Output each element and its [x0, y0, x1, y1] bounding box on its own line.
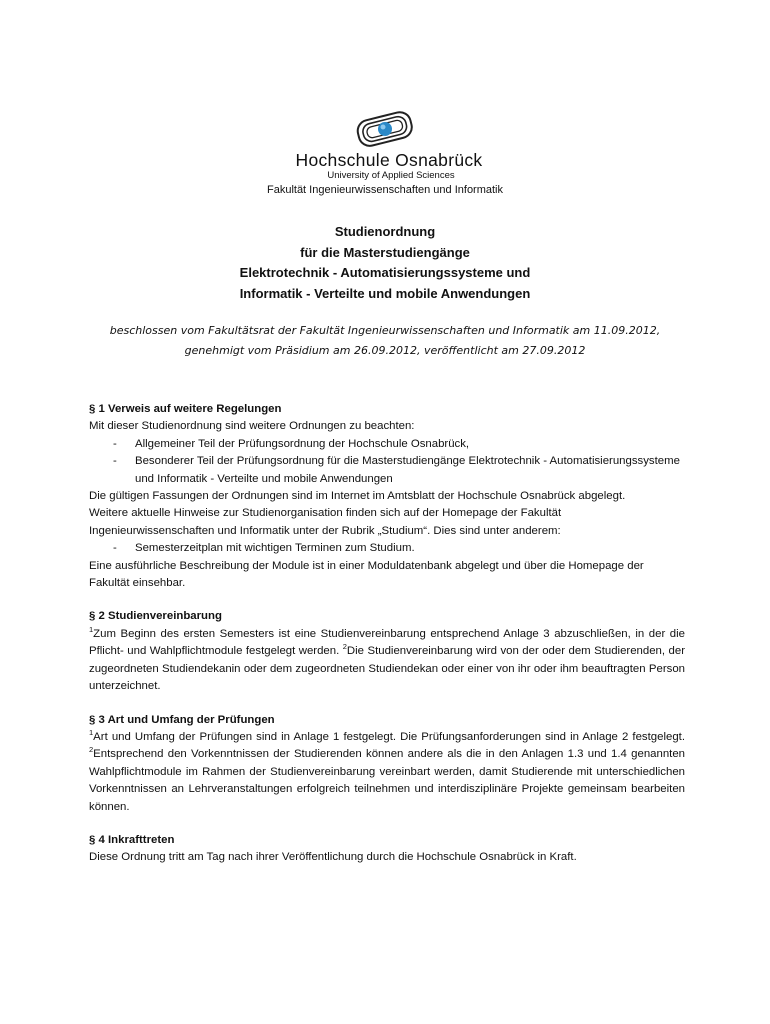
title-line-1: Studienordnung	[334, 224, 436, 239]
section-4	[89, 832, 685, 867]
hint-list	[89, 540, 685, 557]
document-title	[0, 222, 770, 304]
section-heading: § 2 Studienvereinbarung	[89, 610, 222, 623]
section-heading: § 4 Inkrafttreten	[89, 833, 175, 846]
title-line-2: für die Masterstudiengänge	[300, 244, 470, 260]
sentence-number: 1	[89, 727, 94, 737]
decision-line-2: genehmigt vom Präsidium am 26.09.2012, veröffentlicht am 27.09.2012	[184, 344, 586, 357]
sentence: Art und Umfang der Prüfungen sind in Anlage 1 festgelegt. Die Prüfungsanforderungen sind in Anlage 2 festgelegt.	[93, 730, 685, 743]
regulation-list	[89, 436, 685, 488]
decision-note	[0, 321, 770, 361]
university-name: Hochschule Osnabrück	[295, 150, 483, 170]
paragraph: Weitere aktuelle Hinweise zur Studienorganisation finden sich auf der Homepage der Fakultät Ingenieurwissenschaften und Informatik unter der Rubrik „Studium“. Dies sind unter anderem:	[89, 507, 562, 537]
sentence-number: 2	[89, 745, 94, 755]
section-3	[89, 712, 685, 816]
title-line-3: Elektrotechnik - Automatisierungssysteme und	[239, 265, 531, 280]
paragraph	[89, 626, 685, 696]
list-item: - Besonderer Teil der Prüfungsordnung für die Masterstudiengänge Elektrotechnik - Automatisierungssysteme und Informatik - Verteilte und mobile Anwendungen	[89, 453, 685, 488]
paragraph: Eine ausführliche Beschreibung der Module ist in einer Moduldatenbank abgelegt und über die Homepage der Fakultät einsehbar.	[89, 559, 644, 590]
sentence: Zum Beginn des ersten Semesters ist eine Studienvereinbarung entsprechend Anlage 3 abzuschließen, in der die Pflicht- und Wahlpflichtmodule festgelegt werden.	[89, 627, 685, 658]
section-heading: § 1 Verweis auf weitere Regelungen	[89, 403, 282, 415]
university-header	[0, 108, 770, 181]
list-item: - Allgemeiner Teil der Prüfungsordnung der Hochschule Osnabrück,	[89, 436, 685, 453]
decision-line-1: beschlossen vom Fakultätsrat der Fakultät Ingenieurwissenschaften und Informatik am 11.09.2012,	[109, 324, 661, 337]
sentence-number: 2	[342, 642, 347, 652]
list-item: - Semesterzeitplan mit wichtigen Terminen zum Studium.	[89, 540, 685, 557]
paragraph	[89, 729, 685, 816]
paragraph: Mit dieser Studienordnung sind weitere Ordnungen zu beachten:	[89, 420, 415, 433]
sentence: Die Studienvereinbarung wird von der oder dem Studierenden, der zugeordneten Studiendekanin oder dem zugeordneten Studiendekan oder einer von ihr oder ihm beauftragten Person unterzeichnet.	[89, 645, 685, 693]
paragraph: Die gültigen Fassungen der Ordnungen sind im Internet im Amtsblatt der Hochschule Osnabrück abgelegt.	[89, 490, 626, 503]
sentence-number: 1	[89, 624, 94, 634]
sentence: Entsprechend den Vorkenntnissen der Studierenden können andere als die in den Anlagen 1.3 und 1.4 genannten Wahlpflichtmodule im Rahmen der Studienvereinbarung vereinbart werden, damit Studierende mit unterschiedlichen Vorkenntnissen an Lehrveranstaltungen erfolgreich teilnehmen und interdisziplinäre Projekte gemeinsam bearbeiten können.	[89, 748, 685, 813]
section-heading: § 3 Art und Umfang der Prüfungen	[89, 713, 275, 726]
title-line-4: Informatik - Verteilte und mobile Anwendungen	[239, 285, 531, 301]
hochschule-osnabrueck-logo-icon	[350, 108, 420, 152]
faculty-name: Fakultät Ingenieurwissenschaften und Informatik	[266, 184, 504, 196]
section-2	[89, 608, 685, 695]
university-subtitle: University of Applied Sciences	[327, 170, 455, 181]
section-1	[89, 401, 685, 592]
document-body	[89, 401, 685, 883]
paragraph: Diese Ordnung tritt am Tag nach ihrer Veröffentlichung durch die Hochschule Osnabrück in Kraft.	[89, 851, 577, 864]
